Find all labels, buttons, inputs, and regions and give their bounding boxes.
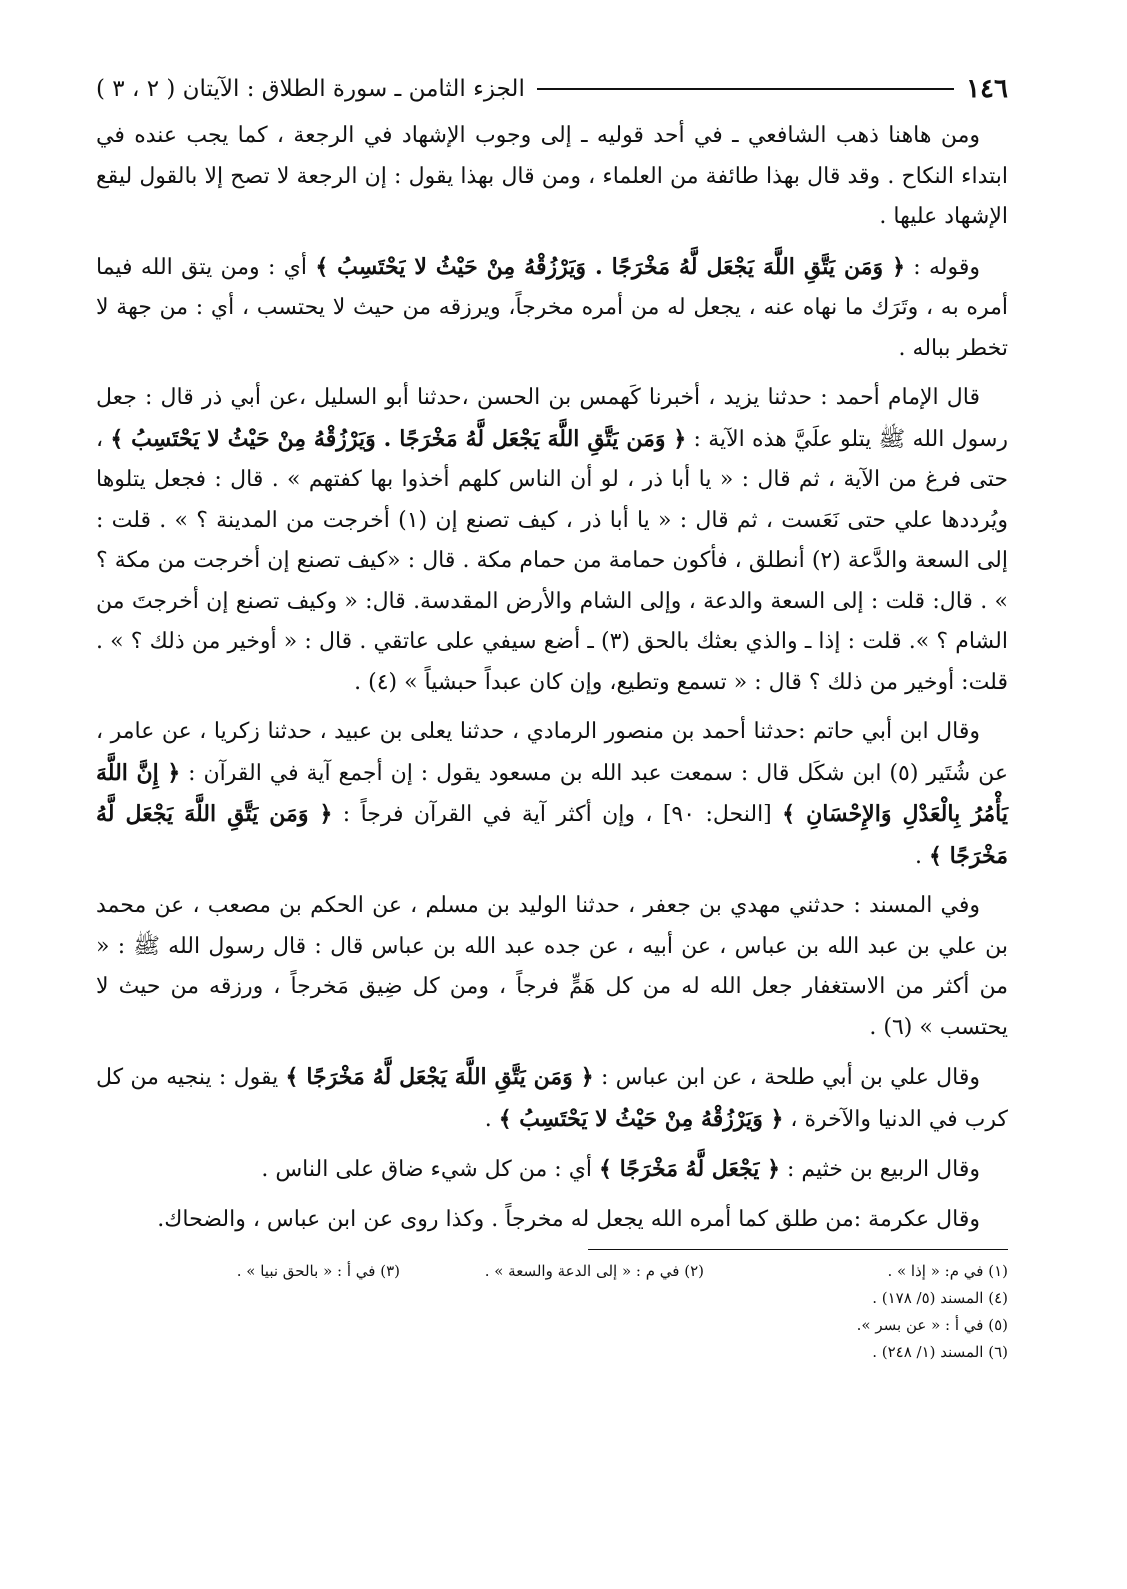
page-body: [96, 116, 1008, 1240]
book-page: [96, 70, 1008, 1530]
footnote-3: (٣) في أ : « بالحق نبيا » .: [236, 1262, 400, 1280]
header-rule: [537, 88, 954, 90]
quran-verse: ﴿ وَمَن يَتَّقِ اللَّهَ يَجْعَل لَّهُ مَخْرَجًا . وَيَرْزُقْهُ مِنْ حَيْثُ لا يَحْتَسِبُ ﴾: [110, 425, 687, 452]
paragraph-p7: [96, 1149, 1008, 1191]
paragraph-p2: [96, 247, 1008, 370]
quran-verse: ﴿ يَجْعَل لَّهُ مَخْرَجًا ﴾: [599, 1156, 780, 1182]
footnote-2: (٢) في م : « إلى الدعة والسعة » .: [484, 1262, 704, 1280]
footnote-separator: [588, 1249, 1008, 1250]
running-title: الجزء الثامن ـ سورة الطلاق : الآيتان ( ٢ ، ٣ ): [96, 76, 525, 102]
paragraph-text: قال الإمام أحمد : حدثنا يزيد ، أخبرنا كَهمس بن الحسن ،حدثنا أبو السليل ،عن أبي ذر قال : جعل رسول الله ﷺ يتلو علَيَّ هذه الآية :: [96, 385, 1009, 452]
footnote-6: (٦) المسند (١/ ٢٤٨) .: [872, 1343, 1008, 1361]
running-header: [96, 70, 1008, 108]
quran-verse: ﴿ وَيَرْزُقْهُ مِنْ حَيْثُ لا يَحْتَسِبُ ﴾: [498, 1105, 784, 1132]
paragraph-text: ، حتى فرغ من الآية ، ثم قال : « يا أبا ذر ، لو أن الناس كلهم أخذوا بها كفتهم » . قال : فجعل يتلوها ويُرددها علي حتى نَعَست ، ثم قال : « يا أبا ذر ، كيف تصنع إن (١) أخرجت من المدينة ؟ » . قلت : إلى السعة والدَّعة (٢) أنطلق ، فأكون حمامة من حمام مكة . قال : «كيف تصنع إن أخرجت من مكة ؟ » . قال: قلت : إلى السعة والدعة ، وإلى الشام والأرض المقدسة. قال: « وكيف تصنع إن أخرجتَ من الشام ؟ ». قلت : إذا ـ والذي بعثك بالحق (٣) ـ أضع سيفي على عاتقي . قال : « أوخير من ذلك ؟ » . قلت: أوخير من ذلك ؟ قال : « تسمع وتطيع، وإن كان عبداً حبشياً » (٤) .: [96, 426, 1008, 695]
quran-verse: ﴿ وَمَن يَتَّقِ اللَّهَ يَجْعَل لَّهُ مَخْرَجًا ﴾: [285, 1064, 594, 1090]
paragraph-text: وقال عكرمة :من طلق كما أمره الله يجعل له مخرجاً . وكذا روى عن ابن عباس ، والضحاك.: [157, 1206, 980, 1232]
footnote-row: [96, 1258, 1008, 1285]
paragraph-text: ومن هاهنا ذهب الشافعي ـ في أحد قوليه ـ إلى وجوب الإشهاد في الرجعة ، كما يجب عنده في ابتداء النكاح . وقد قال بهذا طائفة من العلماء ، ومن قال بهذا يقول : إن الرجعة لا تصح إلا بالقول ليقع الإشهاد عليها .: [96, 123, 1008, 229]
footnote-4: (٤) المسند (٥/ ١٧٨) .: [872, 1289, 1008, 1307]
paragraph-text: وقال علي بن أبي طلحة ، عن ابن عباس :: [593, 1065, 981, 1090]
quran-verse: ﴿ وَمَن يَتَّقِ اللَّهَ يَجْعَل لَّهُ مَخْرَجًا ﴾: [96, 801, 1008, 869]
paragraph-text: أي : من كل شيء ضاق على الناس .: [261, 1157, 600, 1182]
footnote-5: (٥) في أ : « عن بسر ».: [856, 1316, 1008, 1334]
footnote-1: (١) في م: « إذا » .: [887, 1262, 1008, 1280]
page-number: ١٤٦: [966, 74, 1008, 104]
paragraph-text: وقال الربيع بن خثيم :: [779, 1157, 980, 1182]
paragraph-text: [النحل: ٩٠] ، وإن أكثر آية في القرآن فرجاً :: [332, 802, 783, 827]
paragraph-p4: [96, 712, 1008, 877]
paragraph-p5: [96, 886, 1008, 1048]
paragraph-text: يقول : ينجيه من كل كرب في الدنيا والآخرة ،: [96, 1065, 1008, 1132]
paragraph-p1: [96, 116, 1008, 238]
quran-verse: ﴿ إِنَّ اللَّهَ يَأْمُرُ بِالْعَدْلِ وَالإِحْسَانِ ﴾: [96, 759, 1008, 827]
paragraph-text: أي : ومن يتق الله فيما أمره به ، وتَرَك ما نهاه عنه ، يجعل له من أمره مخرجاً، ويرزقه من حيث لا يحتسب ، أي : من جهة لا تخطر بباله .: [96, 254, 1008, 361]
paragraph-p3: [96, 378, 1008, 703]
paragraph-text: وفي المسند : حدثني مهدي بن جعفر ، حدثنا الوليد بن مسلم ، عن الحكم بن مصعب ، عن محمد بن علي بن عبد الله بن عباس ، عن أبيه ، عن جده عبد الله بن عباس قال : قال رسول الله ﷺ : « من أكثر من الاستغفار جعل الله له من كل هَمٍّ فرجاً ، ومن كل ضِيق مَخرجاً ، ورزقه من حيث لا يحتسب » (٦) .: [96, 893, 1008, 1040]
paragraph-p6: [96, 1057, 1008, 1140]
paragraph-text: وقوله :: [904, 254, 981, 280]
paragraph-p8: [96, 1200, 1008, 1241]
quran-verse: ﴿ وَمَن يَتَّقِ اللَّهَ يَجْعَل لَّهُ مَخْرَجًا . وَيَرْزُقْهُ مِنْ حَيْثُ لا يَحْتَسِبُ ﴾: [315, 253, 905, 280]
paragraph-text: .: [484, 1106, 499, 1132]
paragraph-text: .: [915, 843, 930, 869]
paragraph-text: وقال ابن أبي حاتم :حدثنا أحمد بن منصور الرمادي ، حدثنا يعلى بن عبيد ، حدثنا زكريا ، عن عامر ، عن شُتَير (٥) ابن شكَل قال : سمعت عبد الله بن مسعود يقول : إن أجمع آية في القرآن :: [96, 719, 1008, 786]
